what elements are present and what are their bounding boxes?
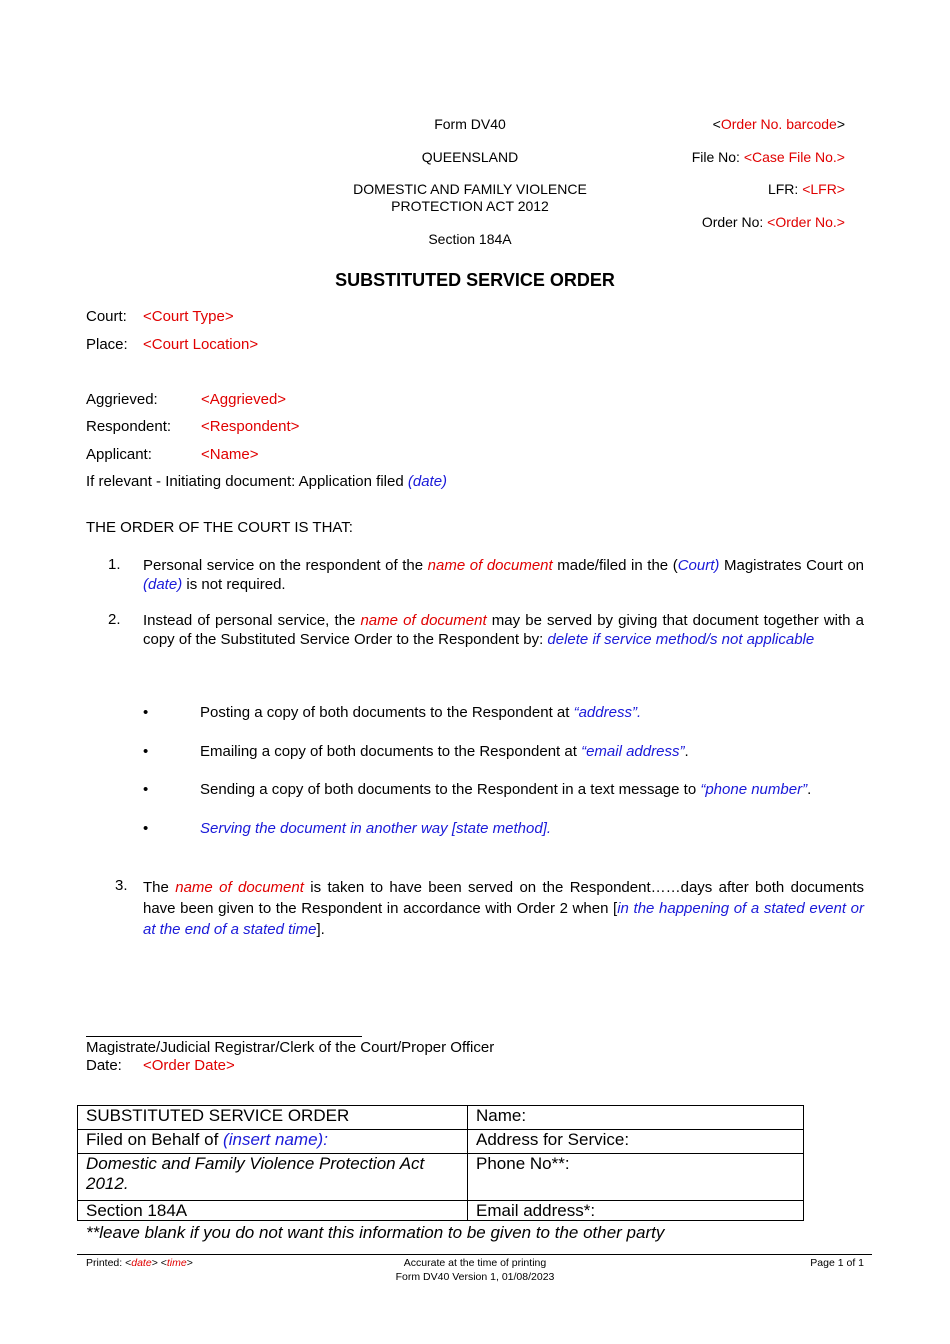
file-number — [560, 149, 845, 166]
printed-time: time — [166, 1257, 187, 1269]
table-row — [78, 1130, 804, 1154]
bullet-3-phone: “phone number” — [700, 781, 808, 798]
court-row — [86, 308, 234, 325]
filed-on-behalf-label: Filed on Behalf of — [86, 1130, 219, 1149]
order-3-text-a: The — [143, 879, 169, 896]
order-1-document: name of document — [427, 557, 553, 574]
applicant-label: Applicant: — [86, 446, 152, 463]
file-value: <Case File No.> — [743, 149, 845, 165]
bullet-1-text: Posting a copy of both documents to the Respondent at — [200, 704, 570, 721]
act-line-1: DOMESTIC AND FAMILY VIOLENCE — [353, 181, 587, 197]
respondent-value: <Respondent> — [201, 418, 300, 435]
printed-end: > — [186, 1257, 193, 1269]
lfr-value: <LFR> — [802, 181, 845, 197]
order-2-text-c: may be served by giving that document together with a copy of the Substituted Service Order to the Respondent by: — [143, 612, 864, 648]
filing-details-table — [77, 1105, 804, 1221]
initiating-label: If relevant - Initiating document: Application filed — [86, 473, 404, 490]
table-cell: Address for Service: — [468, 1130, 804, 1154]
page-number: Page 1 of 1 — [810, 1257, 864, 1269]
lfr-label: LFR: — [767, 181, 799, 197]
order-label: Order No: — [701, 214, 764, 230]
order-3-number: 3. — [115, 877, 128, 894]
aggrieved-row — [86, 391, 286, 408]
table-cell — [78, 1130, 468, 1154]
aggrieved-label: Aggrieved: — [86, 391, 158, 408]
order-3-text-c: is taken to have been served on the Respondent……days after both documents have been given to the Respondent in accordance with Order 2 when [ — [143, 879, 864, 917]
order-1-text-c: made/filed in the ( — [557, 557, 678, 574]
bullet-dot-icon: • — [143, 704, 149, 721]
order-3-condition: in the happening of a stated event or at the end of a stated time — [143, 900, 864, 938]
table-cell: Email address*: — [468, 1201, 804, 1221]
bullet-2-email: “email address” — [581, 743, 685, 760]
accuracy-note: Accurate at the time of printing — [403, 1257, 547, 1269]
act-line-2: PROTECTION ACT 2012 — [391, 198, 549, 214]
applicant-value: <Name> — [201, 446, 259, 463]
order-2-number: 2. — [108, 611, 121, 628]
document-title: SUBSTITUTED SERVICE ORDER — [335, 270, 615, 290]
aggrieved-value: <Aggrieved> — [201, 391, 287, 408]
section-number: Section 184A — [428, 231, 512, 247]
order-1 — [143, 556, 864, 594]
form-number: Form DV40 — [434, 116, 506, 132]
barcode-close: > — [836, 116, 845, 132]
bullet-2-end: . — [684, 743, 689, 760]
printed-stamp — [86, 1256, 193, 1270]
table-cell: Name: — [468, 1106, 804, 1130]
court-label: Court: — [86, 308, 127, 325]
order-1-number: 1. — [108, 556, 121, 573]
order-3-end: ]. — [316, 921, 325, 938]
court-value: <Court Type> — [143, 308, 234, 325]
order-value: <Order No.> — [767, 214, 845, 230]
place-value: <Court Location> — [143, 336, 259, 353]
table-row — [78, 1154, 804, 1201]
respondent-label: Respondent: — [86, 418, 172, 435]
order-2-text-a: Instead of personal service, the — [143, 612, 356, 629]
form-version: Form DV40 Version 1, 01/08/2023 — [395, 1271, 555, 1283]
order-date-value: <Order Date> — [143, 1057, 235, 1074]
order-number — [560, 214, 845, 231]
order-2 — [143, 611, 864, 649]
filed-on-behalf-name: (insert name): — [223, 1130, 328, 1149]
file-label: File No: — [691, 149, 740, 165]
table-cell: SUBSTITUTED SERVICE ORDER — [78, 1106, 468, 1130]
table-row — [78, 1106, 804, 1130]
privacy-note: **leave blank if you do not want this information to be given to the other party — [86, 1223, 665, 1242]
order-date-label: Date: — [86, 1057, 122, 1074]
bullet-2-text: Emailing a copy of both documents to the Respondent at — [200, 743, 577, 760]
order-1-court: Court) — [677, 557, 720, 574]
bullet-3-end: . — [807, 781, 812, 798]
order-2-instruction: delete if service method/s not applicable — [547, 631, 815, 648]
bullet-1-address: “address”. — [573, 704, 642, 721]
initiating-document-row — [86, 473, 447, 490]
bullet-3-text: Sending a copy of both documents to the Respondent in a text message to — [200, 781, 697, 798]
footer-rule — [77, 1254, 872, 1255]
bullet-dot-icon: • — [143, 743, 149, 760]
signatory-title: Magistrate/Judicial Registrar/Clerk of the Court/Proper Officer — [86, 1039, 495, 1056]
order-1-text-e: Magistrates Court on — [723, 557, 865, 574]
order-date-row — [86, 1057, 235, 1074]
respondent-row — [86, 418, 299, 435]
order-barcode — [560, 116, 845, 133]
table-row — [78, 1201, 804, 1221]
place-label: Place: — [86, 336, 128, 353]
order-3 — [143, 877, 864, 940]
initiating-date: (date) — [407, 473, 448, 490]
printed-label: Printed: < — [86, 1257, 132, 1269]
footer-center — [325, 1256, 625, 1284]
bullet-4-method: Serving the document in another way [state method]. — [200, 820, 552, 837]
printed-date: date — [131, 1257, 152, 1269]
signature-line — [86, 1036, 362, 1037]
printed-mid: > < — [151, 1257, 167, 1269]
table-cell: Section 184A — [78, 1201, 468, 1221]
bullet-dot-icon: • — [143, 781, 149, 798]
barcode-open: < — [712, 116, 721, 132]
lfr-number — [560, 181, 845, 198]
place-row — [86, 336, 258, 353]
table-cell: Domestic and Family Violence Protection Act 2012. — [78, 1154, 468, 1201]
order-heading: THE ORDER OF THE COURT IS THAT: — [86, 519, 353, 536]
bullet-dot-icon: • — [143, 820, 149, 837]
order-3-document: name of document — [175, 879, 304, 896]
state-name: QUEENSLAND — [421, 149, 519, 165]
order-1-date: (date) — [143, 576, 183, 593]
applicant-row — [86, 446, 259, 463]
barcode-placeholder: Order No. barcode — [720, 116, 837, 132]
table-cell: Phone No**: — [468, 1154, 804, 1201]
order-2-document: name of document — [360, 612, 487, 629]
order-1-text-g: is not required. — [186, 576, 286, 593]
order-1-text-a: Personal service on the respondent of the — [143, 557, 424, 574]
